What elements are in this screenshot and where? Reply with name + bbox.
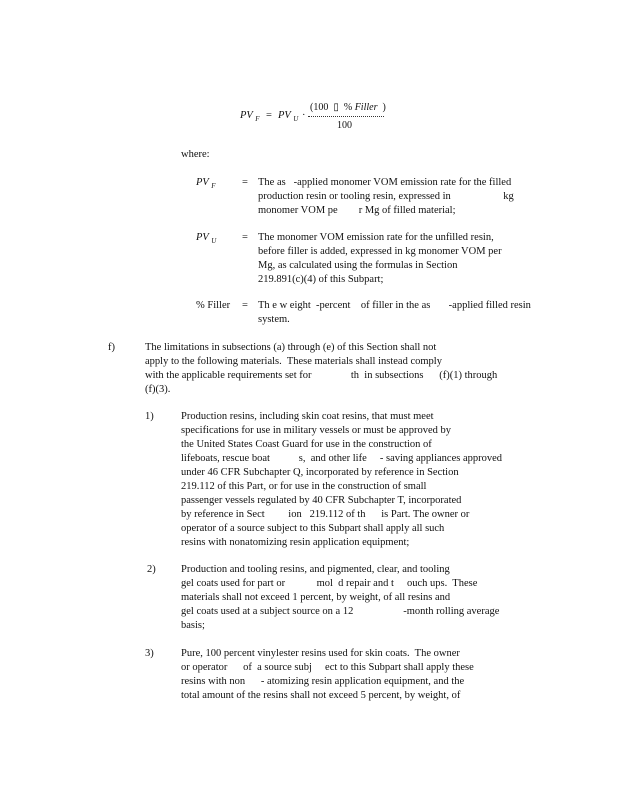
item-line: by reference in Sect ion 219.112 of th is Part. The owner or (181, 509, 470, 520)
item-line: under 46 CFR Subchapter Q, incorporated by reference in Section (181, 467, 459, 478)
definition-line: The as -applied monomer VOM emission rate for the filled (258, 177, 512, 188)
definition-term: PV $_U$ (196, 232, 217, 245)
definition-equals: = (242, 300, 248, 311)
formula-equals: = (266, 110, 272, 121)
definition-line: The monomer VOM emission rate for the unfilled resin, (258, 232, 494, 243)
definition-term: % Filler (196, 300, 231, 311)
item-line: resins with nonatomizing resin application equipment; (181, 537, 410, 548)
definition-line: Mg, as calculated using the formulas in Section (258, 260, 458, 271)
definition-line: monomer VOM pe r Mg of filled material; (258, 205, 456, 216)
definition-equals: = (242, 177, 248, 188)
section-line: with the applicable requirements set for th in subsections (f)(1) through (145, 370, 498, 381)
definition-equals: = (242, 232, 248, 243)
section-line: (f)(3). (145, 384, 171, 395)
formula-rhs: PV $_U$ (278, 110, 299, 123)
item-line: specifications for use in military vessels or must be approved by (181, 425, 452, 436)
formula-lhs: PV $_F$ (240, 110, 260, 123)
fraction-bar (308, 116, 384, 117)
item-line: or operator of a source subj ect to this Subpart shall apply these (181, 662, 474, 673)
item-line: gel coats used for part or mol d repair and t ouch ups. These (181, 578, 478, 589)
item-line: 219.112 of this Part, or for use in the construction of small (181, 481, 427, 492)
definition-term: PV $_F$ (196, 177, 216, 190)
section-line: The limitations in subsections (a) through (e) of this Section shall not (145, 342, 437, 353)
item-line: total amount of the resins shall not exceed 5 percent, by weight, of (181, 690, 461, 701)
item-line: materials shall not exceed 1 percent, by weight, of all resins and (181, 592, 451, 603)
item-line: basis; (181, 620, 205, 631)
definition-line: system. (258, 314, 290, 325)
item-line: gel coats used at a subject source on a 12 -month rolling average (181, 606, 500, 617)
formula-denominator: 100 (337, 120, 352, 131)
item-label: 3) (145, 648, 154, 659)
section-label: f) (108, 342, 115, 353)
item-line: operator of a source subject to this Subpart shall apply all such (181, 523, 445, 534)
definition-line: Th e w eight -percent of filler in the as -applied filled resin (258, 300, 531, 311)
item-line: Pure, 100 percent vinylester resins used for skin coats. The owner (181, 648, 460, 659)
item-line: lifeboats, rescue boat s, and other life - saving appliances approved (181, 453, 503, 464)
definition-line: production resin or tooling resin, expressed in kg (258, 191, 514, 202)
item-line: passenger vessels regulated by 40 CFR Subchapter T, incorporated (181, 495, 462, 506)
item-line: resins with non - atomizing resin application equipment, and the (181, 676, 465, 687)
item-line: Production and tooling resins, and pigmented, clear, and tooling (181, 564, 450, 575)
item-label: 1) (145, 411, 154, 422)
item-line: Production resins, including skin coat resins, that must meet (181, 411, 434, 422)
definition-line: 219.891(c)(4) of this Subpart; (258, 274, 384, 285)
section-line: apply to the following materials. These materials shall instead comply (145, 356, 442, 367)
item-line: the United States Coast Guard for use in the construction of (181, 439, 432, 450)
minus-symbol-icon: ▯ (333, 102, 339, 113)
definition-line: before filler is added, expressed in kg monomer VOM per (258, 246, 502, 257)
formula-times: · (302, 110, 306, 121)
item-label: 2) (147, 564, 156, 575)
formula-numerator: (100 ▯ % Filler ) (310, 102, 386, 113)
where-label: where: (181, 149, 210, 160)
